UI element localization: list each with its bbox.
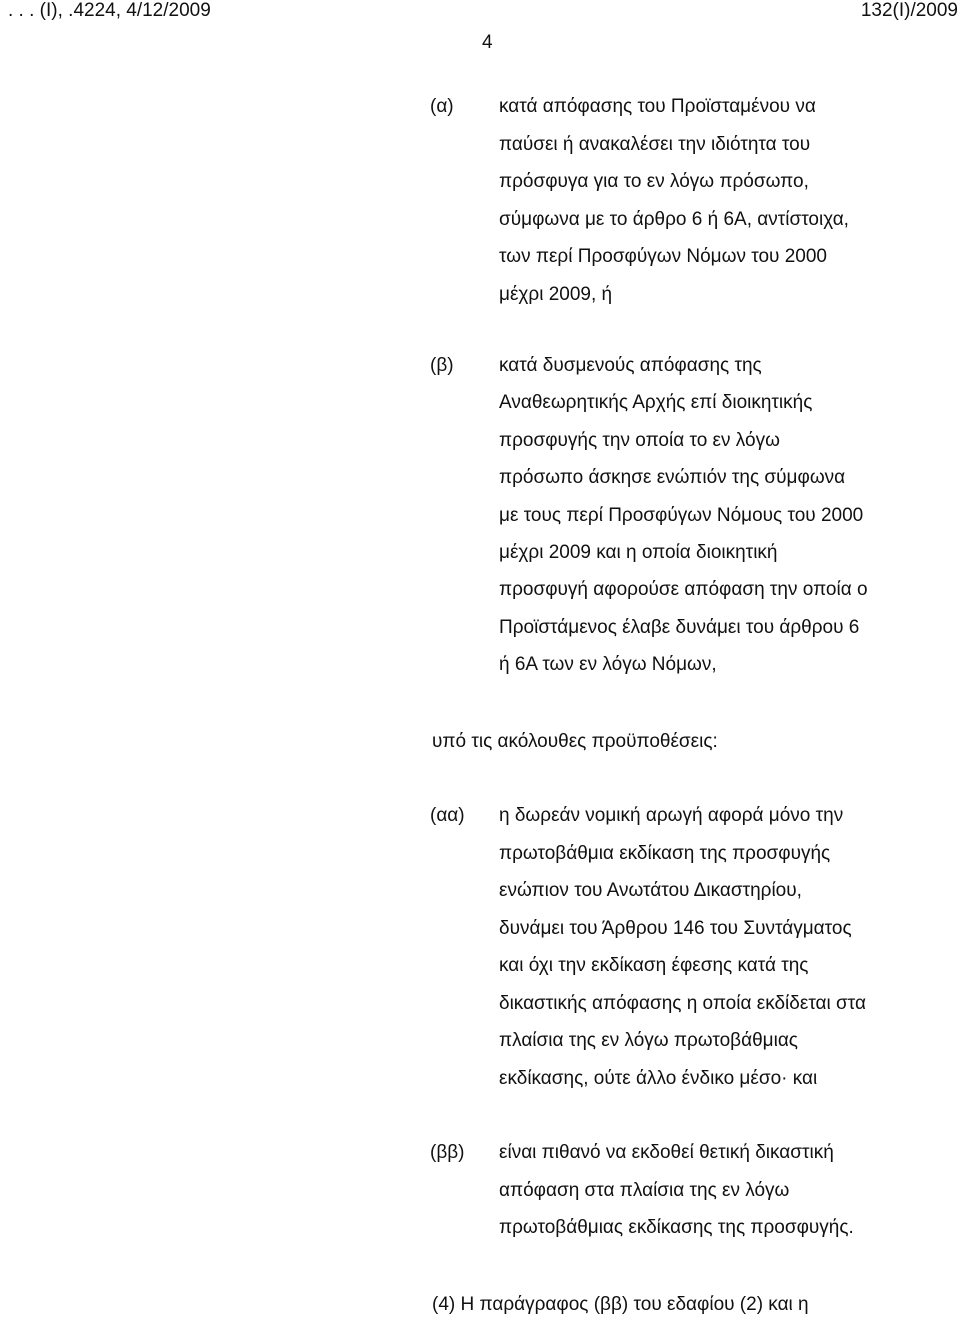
- text-line: προσφυγής την οποία το εν λόγω: [499, 429, 780, 451]
- text-line: δυνάμει του Άρθρου 146 του Συντάγματος: [499, 917, 852, 939]
- text-line: είναι πιθανό να εκδοθεί θετική δικαστική: [499, 1142, 834, 1163]
- text-line: παύσει ή ανακαλέσει την ιδιότητα του: [499, 133, 811, 155]
- item-label-aa: (αα): [430, 805, 465, 826]
- text-line: εκδίκασης, ούτε άλλο ένδικο μέσο· και: [499, 1067, 818, 1089]
- text-line: και όχι την εκδίκαση έφεσης κατά της: [499, 955, 809, 976]
- item-label-bb: (ββ): [430, 1142, 465, 1163]
- page-number: 4: [482, 32, 493, 53]
- text-line: Προϊστάμενος έλαβε δυνάμει του άρθρου 6: [499, 616, 860, 638]
- text-line: κατά απόφασης του Προϊσταμένου να: [499, 96, 816, 117]
- text-line: ενώπιον του Ανωτάτου Δικαστηρίου,: [499, 880, 802, 901]
- text-line: μέχρι 2009 και η οποία διοικητική: [499, 541, 778, 563]
- item-text-b: [499, 347, 959, 684]
- item-text-a: [499, 88, 959, 314]
- text-line: σύμφωνα με το άρθρο 6 ή 6Α, αντίστοιχα,: [499, 208, 849, 230]
- text-line: των περί Προσφύγων Νόμων του 2000: [499, 246, 827, 268]
- text-line: ή 6Α των εν λόγω Νόμων,: [499, 654, 717, 676]
- text-line: με τους περί Προσφύγων Νόμους του 2000: [499, 504, 864, 526]
- text-line: πρόσφυγα για το εν λόγω πρόσωπο,: [499, 171, 809, 193]
- item-label-b: (β): [430, 355, 454, 376]
- law-number: 132(Ι)/2009: [860, 0, 958, 21]
- text-line: πρόσωπο άσκησε ενώπιόν της σύμφωνα: [499, 467, 846, 489]
- text-line: Αναθεωρητικής Αρχής επί διοικητικής: [499, 392, 813, 414]
- item-text-aa: [499, 797, 959, 1097]
- text-line: δικαστικής απόφασης η οποία εκδίδεται στα: [499, 992, 866, 1014]
- text-line: η δωρεάν νομική αρωγή αφορά μόνο την: [499, 805, 844, 826]
- document-header-reference: . . . (Ι), .4224, 4/12/2009: [8, 0, 211, 21]
- text-line: προσφυγή αφορούσε απόφαση την οποία ο: [499, 579, 868, 601]
- item-label-a: (α): [430, 96, 454, 117]
- conditions-intro: υπό τις ακόλουθες προϋποθέσεις:: [432, 731, 718, 752]
- text-line: μέχρι 2009, ή: [499, 283, 613, 305]
- text-line: πρωτοβάθμια εκδίκαση της προσφυγής: [499, 842, 831, 864]
- text-line: πρωτοβάθμιας εκδίκασης της προσφυγής.: [499, 1217, 854, 1238]
- text-line: κατά δυσμενούς απόφασης της: [499, 355, 762, 376]
- text-line: απόφαση στα πλαίσια της εν λόγω: [499, 1179, 790, 1201]
- paragraph-4-start: (4) Η παράγραφος (ββ) του εδαφίου (2) και η: [432, 1294, 809, 1315]
- text-line: πλαίσια της εν λόγω πρωτοβάθμιας: [499, 1030, 798, 1051]
- item-text-bb: [499, 1134, 959, 1247]
